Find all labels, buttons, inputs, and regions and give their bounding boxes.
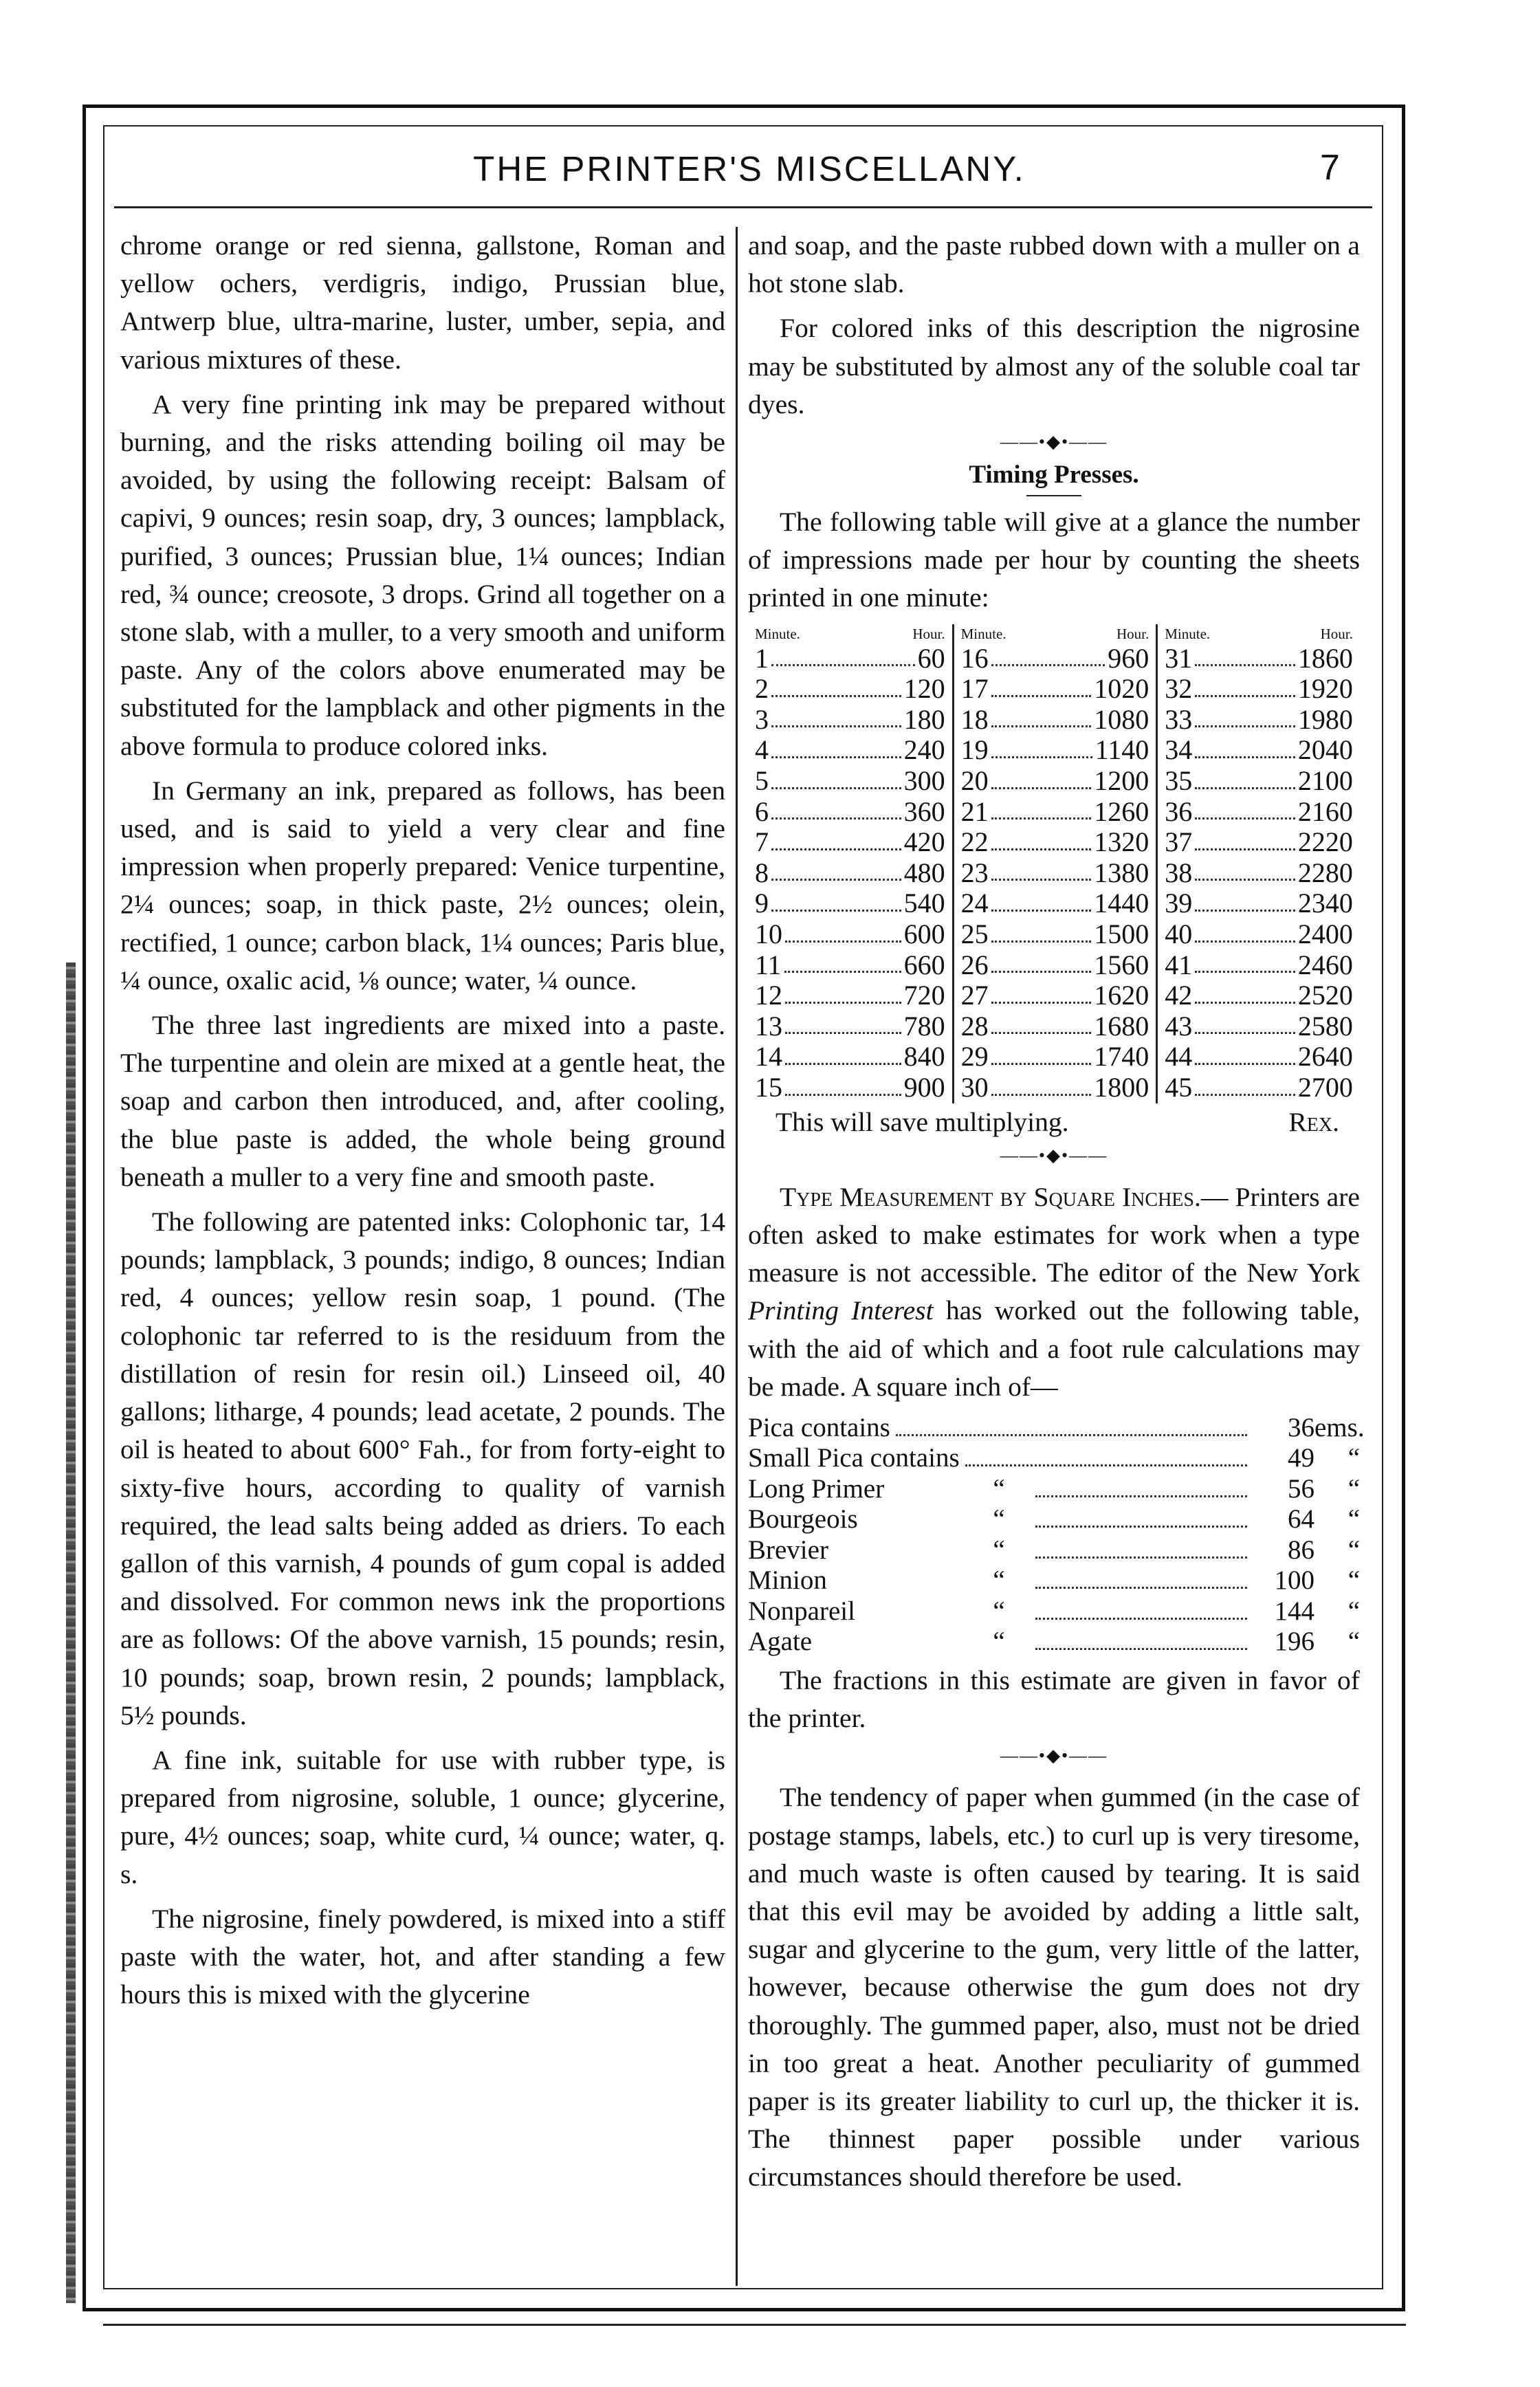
- hour-value: 1020: [1094, 673, 1150, 705]
- timing-row: [1165, 644, 1353, 674]
- hour-value: 1920: [1297, 673, 1353, 705]
- timing-row: [961, 735, 1150, 766]
- dot-leader: [991, 858, 1092, 881]
- measurement-row: [748, 1627, 1360, 1658]
- dot-leader: [1035, 1587, 1247, 1589]
- measurement-table: [748, 1412, 1365, 1658]
- dot-leader: [785, 919, 901, 943]
- timing-row: [755, 797, 945, 828]
- hour-value: 1500: [1094, 918, 1150, 949]
- timing-column-header: [961, 624, 1150, 644]
- hour-value: 1140: [1094, 734, 1150, 766]
- dot-leader: [1035, 1618, 1247, 1620]
- timing-row: [755, 827, 945, 858]
- dot-leader: [1195, 919, 1295, 943]
- minute-value: 21: [960, 795, 989, 827]
- hour-value: 600: [903, 918, 945, 949]
- minute-value: 28: [960, 1010, 989, 1042]
- minute-value: 8: [755, 857, 769, 888]
- timing-row: [755, 980, 945, 1011]
- timing-row: [961, 827, 1150, 858]
- hour-value: 1860: [1297, 642, 1353, 674]
- unit-label: “: [1348, 1627, 1360, 1657]
- type-size-name: Long Primer: [748, 1473, 885, 1504]
- hour-value: 1380: [1094, 857, 1150, 888]
- dot-leader: [991, 919, 1092, 943]
- publication-title: Printing Interest: [748, 1295, 934, 1326]
- dot-leader: [771, 858, 901, 881]
- minute-value: 44: [1165, 1041, 1193, 1072]
- ems-value: 36: [1288, 1412, 1314, 1442]
- dot-leader: [771, 766, 901, 789]
- hour-value: 2340: [1297, 888, 1353, 919]
- hour-value: 2040: [1297, 734, 1353, 766]
- dot-leader: [991, 1072, 1092, 1096]
- type-size-name: Nonpareil: [748, 1596, 855, 1626]
- timing-column: [1156, 624, 1360, 1103]
- minute-value: 10: [755, 918, 782, 949]
- left-column: [120, 227, 725, 2021]
- hour-value: 900: [903, 1071, 945, 1103]
- unit-label: “: [1348, 1534, 1360, 1565]
- minute-value: 26: [960, 949, 989, 980]
- dot-leader: [1035, 1648, 1247, 1650]
- timing-row: [755, 674, 945, 705]
- timing-row: [1165, 1042, 1353, 1072]
- timing-row: [1165, 1011, 1353, 1042]
- timing-row: [1165, 919, 1353, 950]
- hour-value: 2100: [1297, 765, 1353, 796]
- hour-value: 1320: [1094, 826, 1150, 858]
- minute-value: 36: [1165, 795, 1193, 827]
- hour-value: 2220: [1297, 826, 1353, 858]
- timing-row: [755, 950, 945, 981]
- minute-value: 30: [960, 1071, 989, 1103]
- dot-leader: [991, 980, 1092, 1004]
- timing-row: [1165, 766, 1353, 797]
- ditto-mark: “: [993, 1473, 1005, 1504]
- header-hour: Hour.: [1116, 625, 1150, 642]
- measurement-row: [748, 1412, 1365, 1444]
- hour-value: 960: [1108, 642, 1150, 674]
- ems-value: 100: [1274, 1565, 1314, 1596]
- timing-row: [961, 644, 1150, 674]
- paragraph: and soap, and the paste rubbed down with a muller on a hot stone slab.: [748, 230, 1360, 299]
- minute-value: 22: [960, 826, 989, 858]
- header-minute: Minute.: [960, 625, 1006, 642]
- ems-value: 56: [1288, 1473, 1314, 1504]
- dot-leader: [771, 705, 901, 728]
- hour-value: 840: [903, 1041, 945, 1072]
- hour-value: 2640: [1297, 1041, 1353, 1072]
- minute-value: 12: [755, 980, 782, 1011]
- text: Printers are often asked to make estimates for work when a type measure is not accessible. The editor of the New York: [748, 1181, 1360, 1288]
- timing-row: [755, 1042, 945, 1072]
- timing-row: [755, 735, 945, 766]
- minute-value: 4: [755, 734, 769, 766]
- measurement-row: [748, 1596, 1360, 1627]
- hour-value: 120: [903, 673, 945, 705]
- timing-table: [748, 624, 1360, 1103]
- signature: Rex.: [1288, 1106, 1339, 1137]
- ems-value: 144: [1274, 1596, 1314, 1626]
- minute-value: 16: [960, 642, 989, 674]
- hour-value: 540: [903, 888, 945, 919]
- type-size-name: Agate: [748, 1627, 813, 1657]
- type-size-name: Brevier: [748, 1534, 828, 1565]
- hour-value: 480: [903, 857, 945, 888]
- dot-leader: [1195, 674, 1295, 697]
- hour-value: 300: [903, 765, 945, 796]
- minute-value: 3: [755, 703, 769, 735]
- ditto-mark: “: [993, 1596, 1005, 1626]
- unit-label: “: [1348, 1596, 1360, 1626]
- dot-leader: [785, 1042, 901, 1065]
- measurement-row: [748, 1565, 1360, 1596]
- hour-value: 2400: [1297, 918, 1353, 949]
- minute-value: 39: [1165, 888, 1193, 919]
- timing-row: [961, 888, 1150, 919]
- type-size-name: Small Pica contains: [748, 1443, 960, 1473]
- minute-value: 33: [1165, 703, 1193, 735]
- paragraph: For colored inks of this description the nigrosine may be substituted by almost any of the soluble coal tar dyes.: [748, 313, 1360, 419]
- dot-leader: [771, 674, 901, 697]
- type-size-name: Pica contains: [748, 1412, 890, 1442]
- dot-leader: [1195, 1072, 1295, 1096]
- minute-value: 2: [755, 673, 769, 705]
- hour-value: 720: [903, 980, 945, 1011]
- minute-value: 1: [755, 642, 769, 674]
- dot-leader: [1195, 980, 1295, 1004]
- timing-row: [1165, 1072, 1353, 1103]
- hour-value: 2580: [1297, 1010, 1353, 1042]
- header-minute: Minute.: [1165, 625, 1211, 642]
- timing-row: [755, 1011, 945, 1042]
- minute-value: 5: [755, 765, 769, 796]
- hour-value: 1200: [1094, 765, 1150, 796]
- timing-row: [1165, 858, 1353, 889]
- minute-value: 43: [1165, 1010, 1193, 1042]
- measurement-row: [748, 1535, 1360, 1566]
- dot-leader: [1195, 858, 1295, 881]
- measurement-row: [748, 1474, 1360, 1505]
- timing-column: [748, 624, 952, 1103]
- timing-row: [755, 1072, 945, 1103]
- timing-row: [1165, 674, 1353, 705]
- section-heading-type-measurement: Type Measurement by Square Inches.—: [780, 1181, 1229, 1212]
- hour-value: 60: [917, 642, 945, 674]
- dot-leader: [771, 644, 915, 667]
- bottom-rule: [103, 2324, 1406, 2326]
- timing-row: [961, 674, 1150, 705]
- hour-value: 1740: [1094, 1041, 1150, 1072]
- timing-closing-line: [748, 1103, 1360, 1141]
- paragraph: A fine ink, suitable for use with rubber type, is prepared from nigrosine, soluble, 1 ounce; glycerine, pure, 4½ ounces; soap, white curd, ¼ ounce; water, q. s.: [120, 1744, 725, 1889]
- minute-value: 27: [960, 980, 989, 1011]
- timing-row: [1165, 797, 1353, 828]
- dot-leader: [991, 827, 1092, 850]
- dot-leader: [991, 644, 1106, 667]
- dot-leader: [1195, 735, 1295, 758]
- dot-leader: [991, 766, 1092, 789]
- minute-value: 13: [755, 1010, 782, 1042]
- closing-text: This will save multiplying.: [776, 1106, 1069, 1137]
- hour-value: 240: [903, 734, 945, 766]
- timing-row: [961, 980, 1150, 1011]
- minute-value: 32: [1165, 673, 1193, 705]
- timing-row: [1165, 888, 1353, 919]
- minute-value: 37: [1165, 826, 1193, 858]
- dot-leader: [771, 735, 901, 758]
- minute-value: 20: [960, 765, 989, 796]
- hour-value: 1560: [1094, 949, 1150, 980]
- dot-leader: [784, 950, 901, 974]
- ems-value: 64: [1288, 1504, 1314, 1534]
- minute-value: 6: [755, 795, 769, 827]
- heading-rule: [1026, 495, 1081, 496]
- dot-leader: [1195, 644, 1295, 667]
- minute-value: 38: [1165, 857, 1193, 888]
- timing-row: [961, 1042, 1150, 1072]
- paragraph: In Germany an ink, prepared as follows, has been used, and is said to yield a very clear and fine impression when properly prepared: Venice turpentine, 2¼ ounces; soap, in thick paste, 2½ ounces; olein, rectified, 1 ounce; carbon black, 1¼ ounces; Paris blue, ¼ ounce, oxalic acid, ⅛ ounce; water, ¼ ounce.: [120, 775, 725, 996]
- dot-leader: [991, 705, 1092, 728]
- type-size-name: Bourgeois: [748, 1504, 858, 1534]
- hour-value: 2460: [1297, 949, 1353, 980]
- unit-label: “: [1348, 1473, 1360, 1504]
- timing-row: [755, 644, 945, 674]
- hour-value: 2160: [1297, 795, 1353, 827]
- timing-row: [1165, 950, 1353, 981]
- section-ornament: ——•◆•——: [1000, 1145, 1108, 1165]
- hour-value: 180: [903, 703, 945, 735]
- minute-value: 23: [960, 857, 989, 888]
- timing-row: [961, 919, 1150, 950]
- minute-value: 41: [1165, 949, 1193, 980]
- timing-row: [1165, 705, 1353, 736]
- timing-row: [961, 1072, 1150, 1103]
- measurement-row: [748, 1443, 1360, 1474]
- minute-value: 45: [1165, 1071, 1193, 1103]
- timing-row: [1165, 827, 1353, 858]
- dot-leader: [1195, 1042, 1295, 1065]
- timing-row: [961, 705, 1150, 736]
- dot-leader: [1035, 1556, 1247, 1559]
- paragraph: The tendency of paper when gummed (in the case of postage stamps, labels, etc.) to curl up is very tiresome, and much waste is often caused by tearing. It is said that this evil may be avoided by adding a little salt, sugar and glycerine to the gum, very little of the latter, however, because otherwise the gum does not dry thoroughly. The gummed paper, also, must not be dried in too great a heat. Another peculiarity of gummed paper is its greater liability to curl up, the thicker it is. The thinnest paper possible under various circumstances should therefore be used.: [748, 1782, 1360, 2192]
- header-hour: Hour.: [912, 625, 945, 642]
- dot-leader: [771, 888, 901, 912]
- type-size-name: Minion: [748, 1565, 827, 1596]
- dot-leader: [785, 1072, 901, 1096]
- minute-value: 7: [755, 826, 769, 858]
- minute-value: 25: [960, 918, 989, 949]
- dot-leader: [771, 827, 901, 850]
- dot-leader: [1195, 705, 1295, 728]
- dot-leader: [1195, 766, 1295, 789]
- hour-value: 1680: [1094, 1010, 1150, 1042]
- hour-value: 1440: [1094, 888, 1150, 919]
- dot-leader: [771, 797, 901, 820]
- timing-row: [755, 766, 945, 797]
- hour-value: 660: [903, 949, 945, 980]
- minute-value: 24: [960, 888, 989, 919]
- timing-column: [952, 624, 1156, 1103]
- dot-leader: [785, 1011, 901, 1035]
- timing-row: [1165, 735, 1353, 766]
- minute-value: 29: [960, 1041, 989, 1072]
- page-number: 7: [1320, 148, 1340, 188]
- text: has worked out the following table, with the aid of which and a foot rule calculations may be made. A square inch of—: [748, 1295, 1360, 1402]
- timing-row: [961, 797, 1150, 828]
- paragraph: chrome orange or red sienna, gallstone, Roman and yellow ochers, verdigris, indigo, Prussian blue, Antwerp blue, ultra-marine, luster, umber, sepia, and various mixtures of these.: [120, 230, 725, 375]
- paragraph: The following are patented inks: Colophonic tar, 14 pounds; lampblack, 3 pounds; indigo, 8 ounces; Indian red, 4 ounces; yellow resin soap, 1 pound. (The colophonic tar referred to is the residuum from the distillation of resin for resin oil.) Linseed oil, 40 gallons; litharge, 4 pounds; lead acetate, 2 pounds. The oil is heated to about 600° Fah., for from forty-eight to sixty-five hours, according to quality of varnish required, the lead salts being added as driers. To each gallon of this varnish, 4 pounds of gum copal is added and dissolved. For common news ink the proportions are as follows: Of the above varnish, 15 pounds; resin, 10 pounds; soap, brown resin, 2 pounds; lampblack, 5½ pounds.: [120, 1207, 725, 1730]
- timing-row: [961, 766, 1150, 797]
- paragraph: A very fine printing ink may be prepared without burning, and the risks attending boiling oil may be avoided, by using the following receipt: Balsam of capivi, 9 ounces; resin soap, dry, 3 ounces; lampblack, purified, 3 ounces; Prussian blue, 1¼ ounces; Indian red, ¾ ounce; creosote, 3 drops. Grind all together on a stone slab, with a muller, to a very smooth and uniform paste. Any of the colors above enumerated may be substituted for the lampblack and other pigments in the above formula to produce colored inks.: [120, 388, 725, 761]
- running-title: THE PRINTER'S MISCELLANY.: [473, 149, 1026, 188]
- ditto-mark: “: [993, 1504, 1005, 1534]
- dot-leader: [991, 674, 1092, 697]
- right-column: [748, 227, 1365, 2203]
- timing-row: [961, 950, 1150, 981]
- dot-leader: [965, 1464, 1247, 1466]
- dot-leader: [1195, 827, 1295, 850]
- dot-leader: [1035, 1495, 1247, 1497]
- minute-value: 42: [1165, 980, 1193, 1011]
- timing-row: [755, 705, 945, 736]
- paragraph: The fractions in this estimate are given in favor of the printer.: [748, 1664, 1360, 1734]
- hour-value: 1260: [1094, 795, 1150, 827]
- hour-value: 780: [903, 1010, 945, 1042]
- ems-value: 49: [1288, 1443, 1314, 1473]
- dot-leader: [1195, 797, 1295, 820]
- timing-row: [961, 1011, 1150, 1042]
- dot-leader: [896, 1434, 1247, 1436]
- dot-leader: [991, 1011, 1092, 1035]
- dot-leader: [785, 980, 901, 1004]
- hour-value: 1620: [1094, 980, 1150, 1011]
- paragraph-type-measurement: [748, 1178, 1360, 1406]
- minute-value: 17: [960, 673, 989, 705]
- timing-row: [755, 888, 945, 919]
- timing-row: [1165, 980, 1353, 1011]
- hour-value: 2280: [1297, 857, 1353, 888]
- minute-value: 11: [755, 949, 782, 980]
- timing-column-header: [755, 624, 945, 644]
- measurement-row: [748, 1504, 1360, 1535]
- dot-leader: [1195, 1011, 1295, 1035]
- hour-value: 1980: [1297, 703, 1353, 735]
- ditto-mark: “: [993, 1627, 1005, 1657]
- hour-value: 1080: [1094, 703, 1150, 735]
- minute-value: 35: [1165, 765, 1193, 796]
- dot-leader: [1035, 1526, 1247, 1528]
- header-minute: Minute.: [755, 625, 800, 642]
- minute-value: 9: [755, 888, 769, 919]
- minute-value: 18: [960, 703, 989, 735]
- hour-value: 2700: [1297, 1071, 1353, 1103]
- section-heading-timing-presses: Timing Presses.: [969, 461, 1139, 490]
- ems-value: 86: [1288, 1534, 1314, 1565]
- ditto-mark: “: [993, 1565, 1005, 1596]
- minute-value: 40: [1165, 918, 1193, 949]
- dot-leader: [1195, 888, 1295, 912]
- minute-value: 34: [1165, 734, 1193, 766]
- dot-leader: [991, 797, 1092, 820]
- hour-value: 360: [903, 795, 945, 827]
- hour-value: 2520: [1297, 980, 1353, 1011]
- paragraph: The nigrosine, finely powdered, is mixed into a stiff paste with the water, hot, and after standing a few hours this is mixed with the glycerine: [120, 1903, 725, 2010]
- ems-value: 196: [1274, 1627, 1314, 1657]
- section-ornament: ——•◆•——: [1000, 432, 1108, 452]
- minute-value: 31: [1165, 642, 1193, 674]
- paragraph: The three last ingredients are mixed into a paste. The turpentine and olein are mixed at a gentle heat, the soap and carbon then introduced, and, after cooling, the blue paste is added, the whole being ground beneath a muller to a very fine and smooth paste.: [120, 1010, 725, 1192]
- column-divider: [736, 227, 738, 2286]
- unit-label: “: [1348, 1443, 1360, 1473]
- timing-row: [961, 858, 1150, 889]
- unit-label: “: [1348, 1565, 1360, 1596]
- dot-leader: [991, 888, 1092, 912]
- section-ornament: ——•◆•——: [1000, 1746, 1108, 1766]
- binding-edge-texture: [66, 962, 76, 2303]
- timing-row: [755, 858, 945, 889]
- dot-leader: [991, 735, 1092, 758]
- timing-row: [755, 919, 945, 950]
- ditto-mark: “: [993, 1534, 1005, 1565]
- hour-value: 420: [903, 826, 945, 858]
- header-rule: [114, 206, 1372, 208]
- minute-value: 15: [755, 1071, 782, 1103]
- paragraph: The following table will give at a glance the number of impressions made per hour by counting the sheets printed in one minute:: [748, 507, 1360, 613]
- unit-label: ems.: [1314, 1412, 1365, 1442]
- minute-value: 14: [755, 1041, 782, 1072]
- unit-label: “: [1348, 1504, 1360, 1534]
- minute-value: 19: [960, 734, 989, 766]
- hour-value: 1800: [1094, 1071, 1150, 1103]
- timing-column-header: [1165, 624, 1353, 644]
- dot-leader: [991, 950, 1092, 974]
- header-hour: Hour.: [1320, 625, 1353, 642]
- dot-leader: [991, 1042, 1092, 1065]
- dot-leader: [1195, 950, 1295, 974]
